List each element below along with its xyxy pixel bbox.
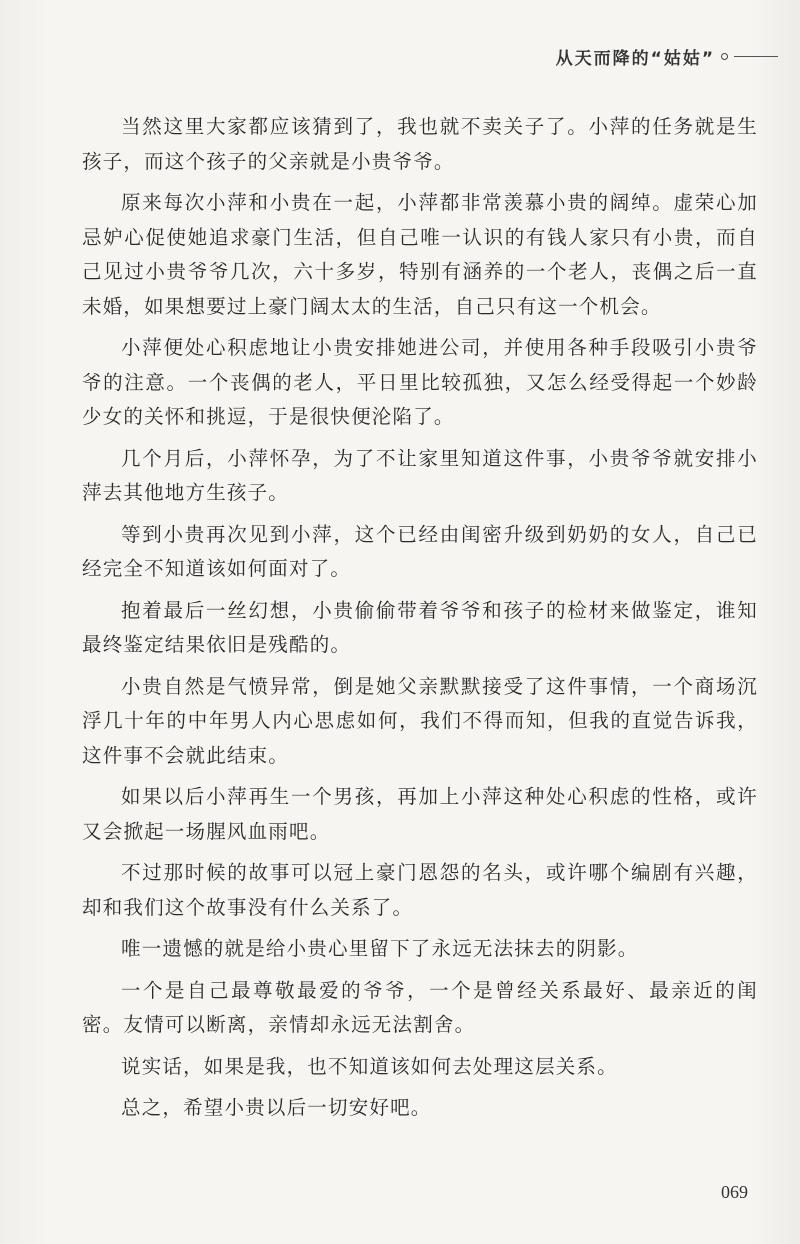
paragraph: 几个月后，小萍怀孕，为了不让家里知道这件事，小贵爷爷就安排小萍去其他地方生孩子。 <box>82 446 758 504</box>
paragraph: 不过那时候的故事可以冠上豪门恩怨的名头，或许哪个编剧有兴趣，却和我们这个故事没有什么关系了。 <box>82 861 758 919</box>
paragraph: 等到小贵再次见到小萍，这个已经由闺密升级到奶奶的女人，自己已经完全不知道该如何面对了。 <box>82 522 758 580</box>
paragraph: 一个是自己最尊敬最爱的爷爷，一个是曾经关系最好、最亲近的闺密。友情可以断离，亲情却永远无法割舍。 <box>82 978 758 1036</box>
paragraph: 总之，希望小贵以后一切安好吧。 <box>121 1096 432 1119</box>
paragraph: 小贵自然是气愤异常，倒是她父亲默默接受了这件事情，一个商场沉浮几十年的中年男人内心思虑如何，我们不得而知，但我的直觉告诉我，这件事不会就此结束。 <box>82 674 758 767</box>
paragraph: 小萍便处心积虑地让小贵安排她进公司，并使用各种手段吸引小贵爷爷的注意。一个丧偶的老人，平日里比较孤独，又怎么经受得起一个妙龄少女的关怀和挑逗，于是很快便沦陷了。 <box>82 336 758 428</box>
paragraph: 抱着最后一丝幻想，小贵偷偷带着爷爷和孩子的检材来做鉴定，谁知最终鉴定结果依旧是残酷的。 <box>82 598 758 656</box>
paragraph: 原来每次小萍和小贵在一起，小萍都非常羡慕小贵的阔绰。虚荣心加忌妒心促使她追求豪门生活，但自己唯一认识的有钱人家只有小贵，而自己见过小贵爷爷几次，六十多岁，特别有涵养的一个老人，丧偶之后一直未婚，如果想要过上豪门阔太太的生活，自己只有这一个机会。 <box>82 191 758 318</box>
running-header <box>556 44 778 69</box>
paragraph: 如果以后小萍再生一个男孩，再加上小萍这种处心积虑的性格，或许又会掀起一场腥风血雨吧。 <box>82 785 758 843</box>
paragraph: 当然这里大家都应该猜到了，我也就不卖关子了。小萍的任务就是生孩子，而这个孩子的父亲就是小贵爷爷。 <box>82 115 758 173</box>
page-number: 069 <box>721 1182 748 1202</box>
circle-marker-icon <box>721 53 728 60</box>
body-text <box>82 110 758 1133</box>
chapter-title: 从天而降的“姑姑” <box>555 49 715 69</box>
paragraph: 唯一遗憾的就是给小贵心里留下了永远无法抹去的阴影。 <box>121 937 639 960</box>
header-rule <box>734 56 778 58</box>
paragraph: 说实话，如果是我，也不知道该如何去处理这层关系。 <box>121 1054 618 1078</box>
